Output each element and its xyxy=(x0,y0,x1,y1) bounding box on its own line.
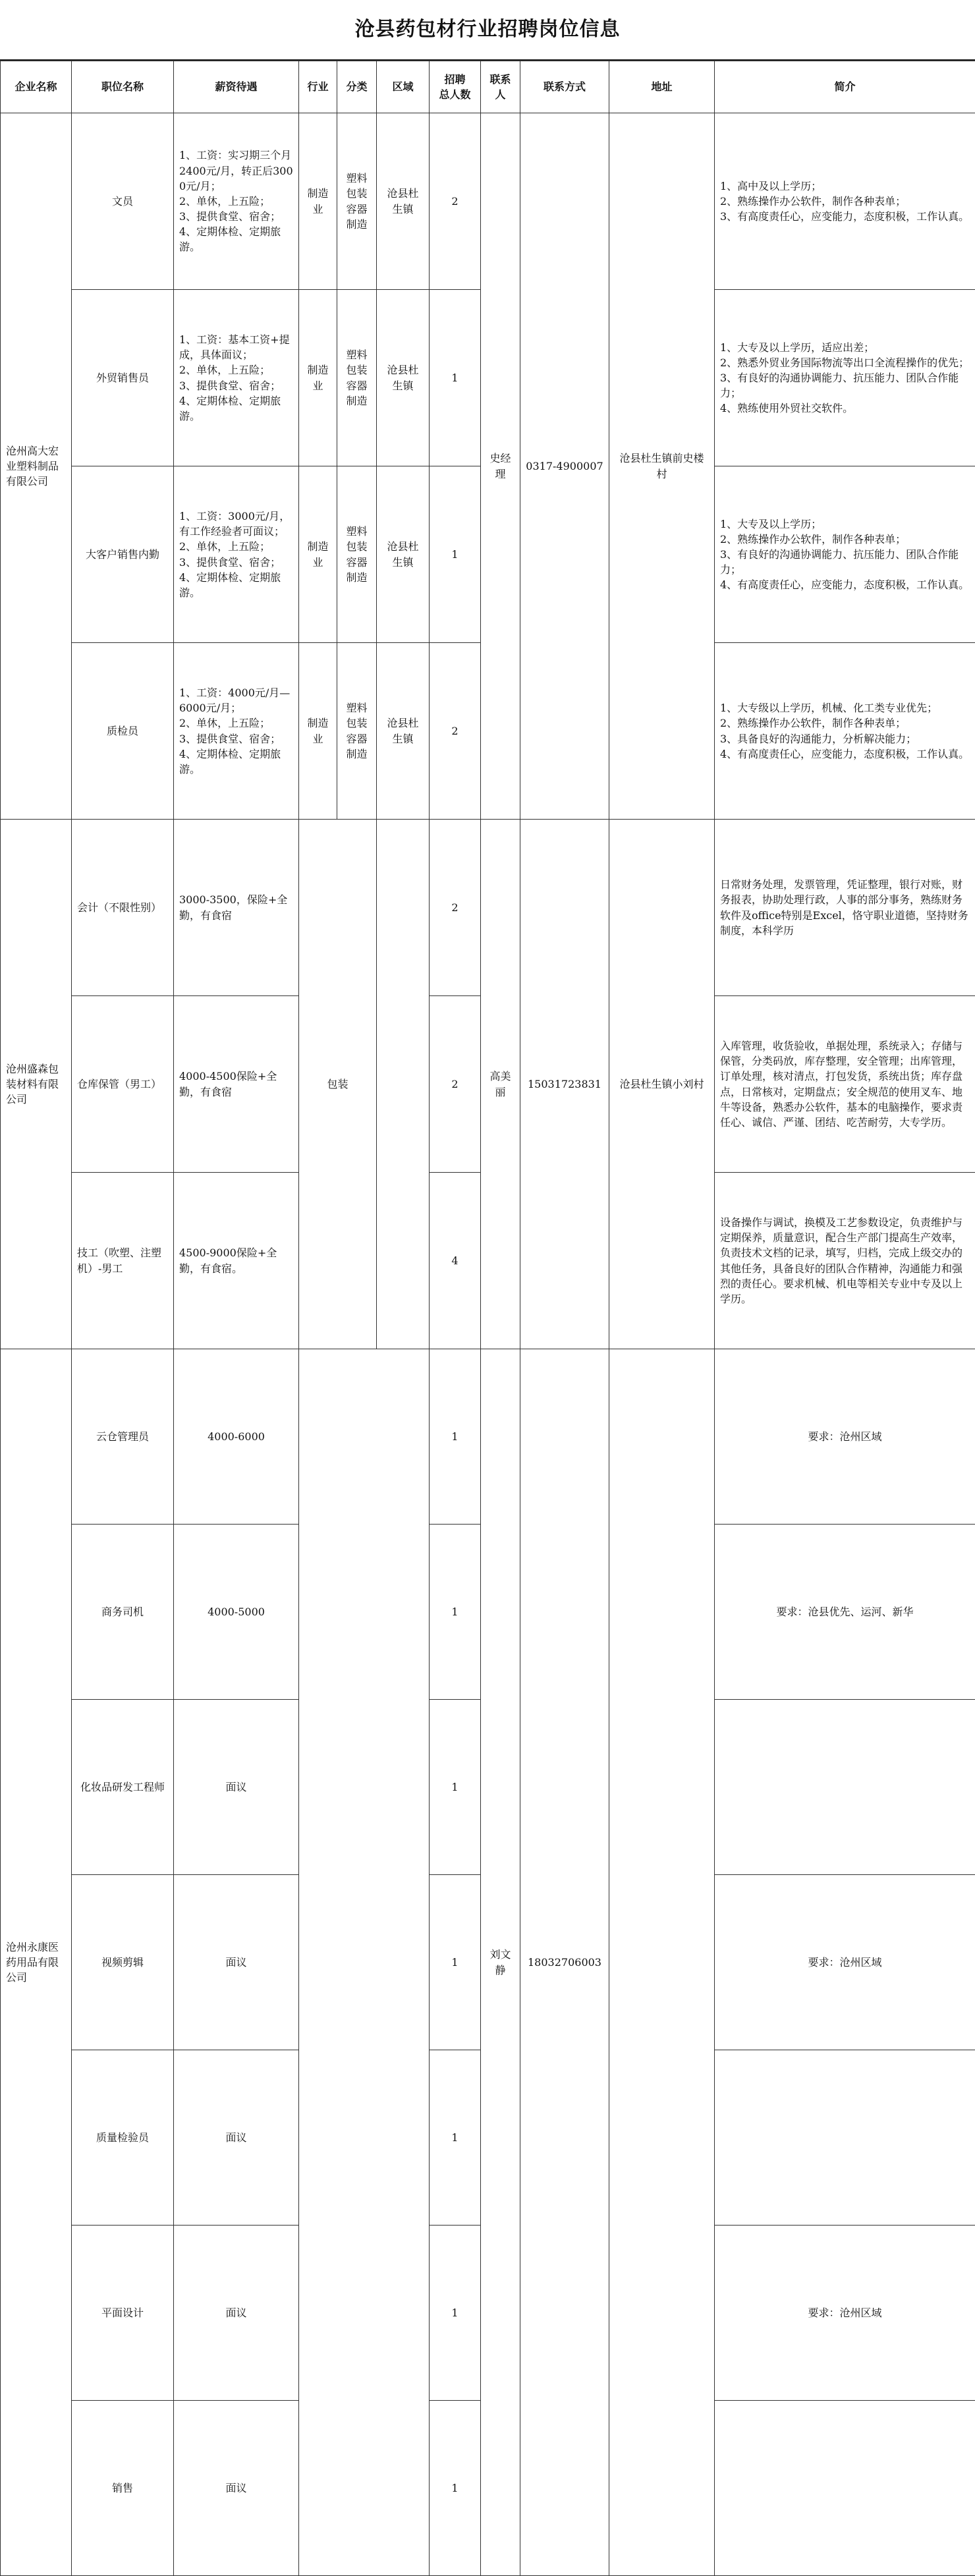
salary-cell: 1、工资：4000元/月—6000元/月； 2、单休，上五险； 3、提供食堂、宿舍； 4、定期体检、定期旅游。 xyxy=(174,643,299,820)
table-row xyxy=(1,1349,975,1525)
headcount-cell: 1 xyxy=(430,2226,481,2401)
company-name: 沧州永康医药用品有限公司 xyxy=(1,1349,72,2576)
header-address: 地址 xyxy=(609,61,715,113)
salary-cell: 3000-3500，保险+全勤，有食宿 xyxy=(174,820,299,996)
industry-cell: 制造业 xyxy=(299,643,337,820)
position-cell: 商务司机 xyxy=(72,1525,174,1700)
category-cell: 包装 xyxy=(299,820,377,1349)
company-name: 沧州高大宏业塑料制品有限公司 xyxy=(1,113,72,820)
headcount-cell: 1 xyxy=(430,1700,481,1875)
category-cell: 塑料包装容器制造 xyxy=(337,643,377,820)
salary-cell: 面议 xyxy=(174,2226,299,2401)
header-phone: 联系方式 xyxy=(520,61,609,113)
company-name: 沧州盛森包装材料有限公司 xyxy=(1,820,72,1349)
position-cell: 大客户销售内勤 xyxy=(72,466,174,643)
salary-cell: 4000-4500保险+全勤，有食宿 xyxy=(174,996,299,1173)
address-cell xyxy=(609,1349,715,2576)
headcount-cell: 2 xyxy=(430,113,481,290)
industry-cell: 制造业 xyxy=(299,290,337,466)
position-cell: 化妆品研发工程师 xyxy=(72,1700,174,1875)
blank-cell xyxy=(299,1349,430,2576)
jobs-table xyxy=(0,61,975,2576)
position-cell: 视频剪辑 xyxy=(72,1875,174,2050)
category-cell: 塑料包装容器制造 xyxy=(337,290,377,466)
phone-cell: 15031723831 xyxy=(520,820,609,1349)
industry-cell: 制造业 xyxy=(299,113,337,290)
position-cell: 会计（不限性别） xyxy=(72,820,174,996)
category-cell: 塑料包装容器制造 xyxy=(337,113,377,290)
phone-cell: 0317-4900007 xyxy=(520,113,609,820)
position-cell: 云仓管理员 xyxy=(72,1349,174,1525)
address-cell: 沧县杜生镇前史楼村 xyxy=(609,113,715,820)
salary-cell: 1、工资：基本工资+提成，具体面议； 2、单休，上五险； 3、提供食堂、宿舍； 4、定期体检、定期旅游。 xyxy=(174,290,299,466)
intro-cell: 入库管理，收货验收，单据处理，系统录入；存储与保管，分类码放，库存整理，安全管理；出库管理，订单处理，核对清点，打包发货，系统出货；库存盘点，日常核对，定期盘点；安全规范的使用叉车、地牛等设备，熟悉办公软件，基本的电脑操作，要求责任心、诚信、严谨、团结、吃苦耐劳，大专学历。 xyxy=(715,996,975,1173)
region-cell: 沧县杜生镇 xyxy=(377,466,430,643)
phone-cell: 18032706003 xyxy=(520,1349,609,2576)
intro-cell: 1、大专及以上学历，适应出差； 2、熟悉外贸业务国际物流等出口全流程操作的优先； 3、有良好的沟通协调能力、抗压能力、团队合作能力； 4、熟练使用外贸社交软件。 xyxy=(715,290,975,466)
header-salary: 薪资待遇 xyxy=(174,61,299,113)
headcount-cell: 1 xyxy=(430,1525,481,1700)
intro-cell xyxy=(715,1700,975,1875)
region-cell: 沧县杜生镇 xyxy=(377,113,430,290)
address-cell: 沧县杜生镇小刘村 xyxy=(609,820,715,1349)
intro-cell: 要求：沧州区域 xyxy=(715,1349,975,1525)
table-row xyxy=(1,820,975,996)
header-company: 企业名称 xyxy=(1,61,72,113)
contact-cell: 高美丽 xyxy=(481,820,520,1349)
salary-cell: 1、工资：3000元/月，有工作经验者可面议； 2、单休，上五险； 3、提供食堂、宿舍； 4、定期体检、定期旅游。 xyxy=(174,466,299,643)
intro-cell: 日常财务处理，发票管理，凭证整理，银行对账，财务报表，协助处理行政，人事的部分事务，熟练财务软件及office特别是Excel，恪守职业道德，坚持财务制度，本科学历 xyxy=(715,820,975,996)
intro-cell: 要求：沧州区域 xyxy=(715,1875,975,2050)
headcount-cell: 2 xyxy=(430,643,481,820)
header-intro: 简介 xyxy=(715,61,975,113)
header-category: 分类 xyxy=(337,61,377,113)
position-cell: 外贸销售员 xyxy=(72,290,174,466)
salary-cell: 面议 xyxy=(174,1875,299,2050)
contact-cell: 刘文静 xyxy=(481,1349,520,2576)
salary-cell: 4000-6000 xyxy=(174,1349,299,1525)
position-cell: 平面设计 xyxy=(72,2226,174,2401)
headcount-cell: 4 xyxy=(430,1173,481,1349)
position-cell: 技工（吹塑、注塑机）-男工 xyxy=(72,1173,174,1349)
position-cell: 销售 xyxy=(72,2401,174,2576)
intro-cell: 1、大专及以上学历； 2、熟练操作办公软件，制作各种表单； 3、有良好的沟通协调能力、抗压能力、团队合作能力； 4、有高度责任心，应变能力，态度积极，工作认真。 xyxy=(715,466,975,643)
region-cell: 沧县杜生镇 xyxy=(377,643,430,820)
salary-cell: 1、工资：实习期三个月2400元/月，转正后3000元/月； 2、单休，上五险； 3、提供食堂、宿舍； 4、定期体检、定期旅游。 xyxy=(174,113,299,290)
salary-cell: 面议 xyxy=(174,1700,299,1875)
intro-cell xyxy=(715,2050,975,2226)
intro-cell: 设备操作与调试，换模及工艺参数设定，负责维护与定期保养，质量意识，配合生产部门提高生产效率，负责技术文档的记录，填写，归档，完成上级交办的其他任务，具备良好的团队合作精神，沟通能力和强烈的责任心。要求机械、机电等相关专业中专及以上学历。 xyxy=(715,1173,975,1349)
intro-cell: 要求：沧州区域 xyxy=(715,2226,975,2401)
headcount-cell: 1 xyxy=(430,2401,481,2576)
header-contact: 联系 人 xyxy=(481,61,520,113)
intro-cell: 要求：沧县优先、运河、新华 xyxy=(715,1525,975,1700)
intro-cell xyxy=(715,2401,975,2576)
position-cell: 仓库保管（男工） xyxy=(72,996,174,1173)
position-cell: 文员 xyxy=(72,113,174,290)
position-cell: 质量检验员 xyxy=(72,2050,174,2226)
header-headcount: 招聘 总人数 xyxy=(430,61,481,113)
salary-cell: 4000-5000 xyxy=(174,1525,299,1700)
salary-cell: 4500-9000保险+全勤，有食宿。 xyxy=(174,1173,299,1349)
header-region: 区域 xyxy=(377,61,430,113)
region-cell xyxy=(377,820,430,1349)
headcount-cell: 1 xyxy=(430,2050,481,2226)
salary-cell: 面议 xyxy=(174,2050,299,2226)
headcount-cell: 1 xyxy=(430,1349,481,1525)
headcount-cell: 1 xyxy=(430,466,481,643)
headcount-cell: 2 xyxy=(430,996,481,1173)
headcount-cell: 1 xyxy=(430,1875,481,2050)
intro-cell: 1、高中及以上学历； 2、熟练操作办公软件，制作各种表单； 3、有高度责任心，应变能力，态度积极，工作认真。 xyxy=(715,113,975,290)
headcount-cell: 1 xyxy=(430,290,481,466)
header-position: 职位名称 xyxy=(72,61,174,113)
intro-cell: 1、大专级以上学历，机械、化工类专业优先； 2、熟练操作办公软件，制作各种表单； 3、具备良好的沟通能力，分析解决能力； 4、有高度责任心，应变能力，态度积极，工作认真。 xyxy=(715,643,975,820)
salary-cell: 面议 xyxy=(174,2401,299,2576)
contact-cell: 史经理 xyxy=(481,113,520,820)
headcount-cell: 2 xyxy=(430,820,481,996)
header-industry: 行业 xyxy=(299,61,337,113)
category-cell: 塑料包装容器制造 xyxy=(337,466,377,643)
table-row xyxy=(1,113,975,290)
page-title: 沧县药包材行业招聘岗位信息 xyxy=(0,0,975,61)
header-row xyxy=(1,61,975,113)
region-cell: 沧县杜生镇 xyxy=(377,290,430,466)
position-cell: 质检员 xyxy=(72,643,174,820)
industry-cell: 制造业 xyxy=(299,466,337,643)
